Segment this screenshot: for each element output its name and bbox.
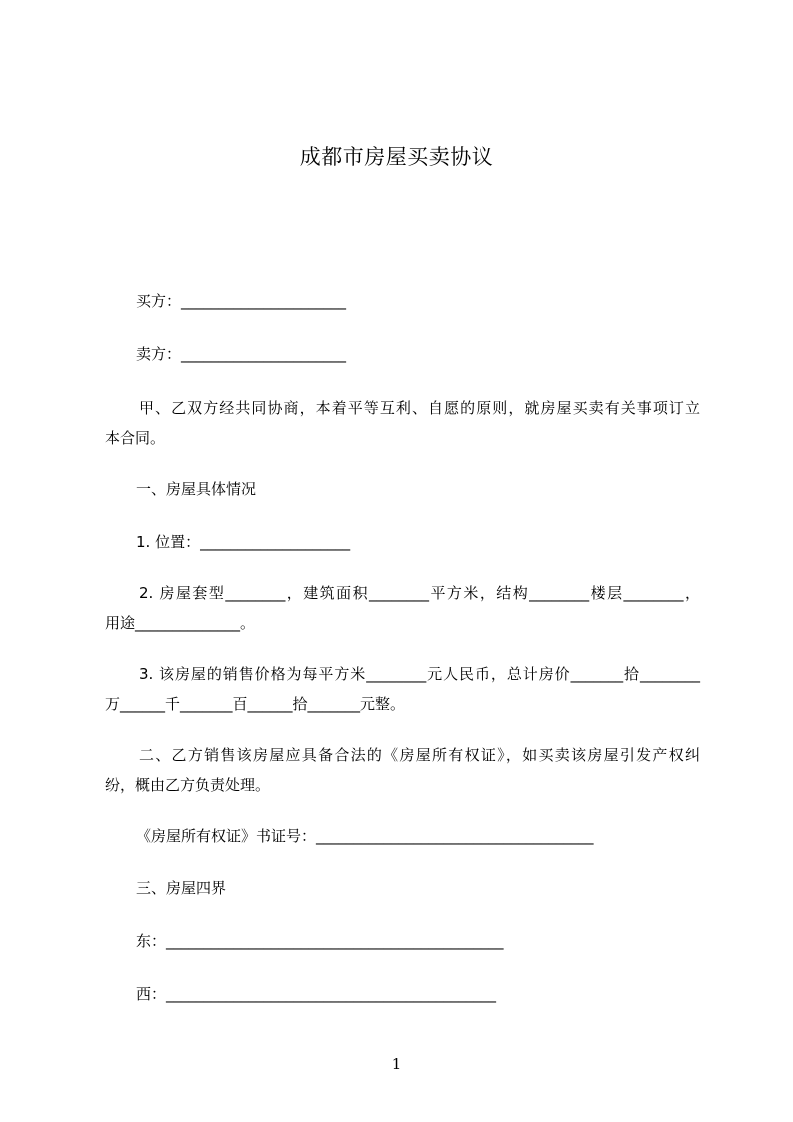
boundary-west: 西：____________________________________________ (136, 985, 497, 1003)
intro-paragraph (105, 393, 700, 453)
certificate-number-line: 《房屋所有权证》书证号：_____________________________________ (136, 827, 594, 845)
boundary-east: 东：_____________________________________________ (136, 932, 504, 950)
section2-paragraph (105, 740, 700, 800)
section1-heading: 一、房屋具体情况 (136, 480, 257, 498)
page-number: 1 (391, 1055, 402, 1073)
item3-paragraph (105, 659, 700, 719)
item2-paragraph (105, 578, 700, 638)
intro-line-2: 本合同。 (105, 429, 166, 447)
document-title: 成都市房屋买卖协议 (299, 145, 494, 169)
item2-line-2: 用途______________。 (105, 614, 256, 632)
section2-line-1: 二、乙方销售该房屋应具备合法的《房屋所有权证》，如买卖该房屋引发产权纠 (139, 746, 700, 764)
section3-heading: 三、房屋四界 (136, 879, 227, 897)
item3-line-1: 3. 该房屋的销售价格为每平方米________元人民币，总计房价_______拾________ (139, 665, 700, 683)
intro-line-1: 甲、乙双方经共同协商，本着平等互利、自愿的原则，就房屋买卖有关事项订立 (139, 399, 700, 417)
seller-line: 卖方：______________________ (136, 345, 347, 363)
item1-location: 1. 位置：____________________ (136, 533, 351, 551)
buyer-line: 买方：______________________ (136, 292, 347, 310)
section2-line-2: 纷，概由乙方负责处理。 (105, 776, 271, 794)
item3-line-2: 万______千_______百______拾_______元整。 (105, 695, 406, 713)
item2-line-1: 2. 房屋套型________，建筑面积________平方米，结构________楼层________， (139, 584, 700, 602)
